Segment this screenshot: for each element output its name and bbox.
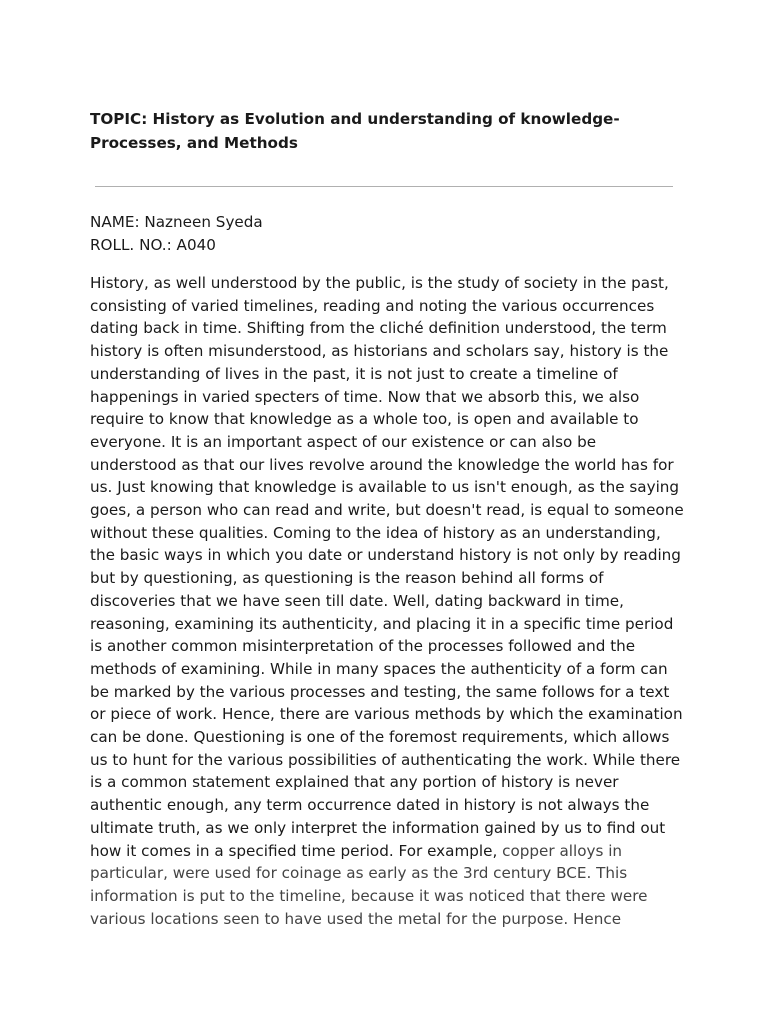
body-line-faded: various locations seen to have used the metal for the purpose. Hence xyxy=(90,909,622,928)
body-line: or piece of work. Hence, there are various methods by which the examination xyxy=(90,705,683,724)
body-line: goes, a person who can read and write, but doesn't read, is equal to someone xyxy=(90,501,684,520)
body-line: can be done. Questioning is one of the foremost requirements, which allows xyxy=(90,728,670,747)
body-paragraph xyxy=(90,272,690,930)
body-line-faded-tail: copper alloys in xyxy=(497,841,623,860)
topic-line-2: Processes, and Methods xyxy=(90,134,298,152)
body-line: require to know that knowledge as a whole too, is open and available to xyxy=(90,410,639,429)
body-line: us. Just knowing that knowledge is available to us isn't enough, as the saying xyxy=(90,478,680,497)
body-line: without these qualities. Coming to the idea of history as an understanding, xyxy=(90,523,661,542)
body-line: discoveries that we have seen till date. Well, dating backward in time, xyxy=(90,591,624,610)
body-line: reasoning, examining its authenticity, and placing it in a specific time period xyxy=(90,614,674,633)
topic-line-1: TOPIC: History as Evolution and understanding of knowledge- xyxy=(90,110,620,128)
body-line: authentic enough, any term occurrence dated in history is not always the xyxy=(90,796,650,815)
body-line: is another common misinterpretation of the processes followed and the xyxy=(90,637,636,656)
body-line: happenings in varied specters of time. Now that we absorb this, we also xyxy=(90,387,640,406)
body-line: everyone. It is an important aspect of our existence or can also be xyxy=(90,432,597,451)
body-line-text: how it comes in a specified time period. For example, xyxy=(90,841,498,860)
body-line-faded: particular, were used for coinage as early as the 3rd century BCE. This xyxy=(90,864,628,883)
student-name: NAME: Nazneen Syeda xyxy=(90,213,263,231)
body-line: the basic ways in which you date or understand history is not only by reading xyxy=(90,546,681,565)
body-line xyxy=(90,840,690,863)
body-line: but by questioning, as questioning is the reason behind all forms of xyxy=(90,569,604,588)
body-line: is a common statement explained that any portion of history is never xyxy=(90,773,619,792)
body-line: history is often misunderstood, as historians and scholars say, history is the xyxy=(90,342,669,361)
body-line: be marked by the various processes and testing, the same follows for a text xyxy=(90,682,670,701)
body-line: History, as well understood by the public, is the study of society in the past, xyxy=(90,274,669,292)
body-line: us to hunt for the various possibilities of authenticating the work. While there xyxy=(90,750,681,769)
roll-number: ROLL. NO.: A040 xyxy=(90,236,216,254)
topic-heading xyxy=(90,107,690,155)
body-line: methods of examining. While in many spaces the authenticity of a form can xyxy=(90,659,668,678)
body-line: consisting of varied timelines, reading and noting the various occurrences xyxy=(90,296,655,315)
student-info xyxy=(90,211,263,257)
body-line-faded: information is put to the timeline, because it was noticed that there were xyxy=(90,886,648,905)
body-line: understanding of lives in the past, it is not just to create a timeline of xyxy=(90,364,618,383)
horizontal-divider xyxy=(95,186,673,187)
body-line: dating back in time. Shifting from the cliché definition understood, the term xyxy=(90,319,667,338)
body-line: understood as that our lives revolve around the knowledge the world has for xyxy=(90,455,674,474)
body-line: ultimate truth, as we only interpret the information gained by us to find out xyxy=(90,818,666,837)
